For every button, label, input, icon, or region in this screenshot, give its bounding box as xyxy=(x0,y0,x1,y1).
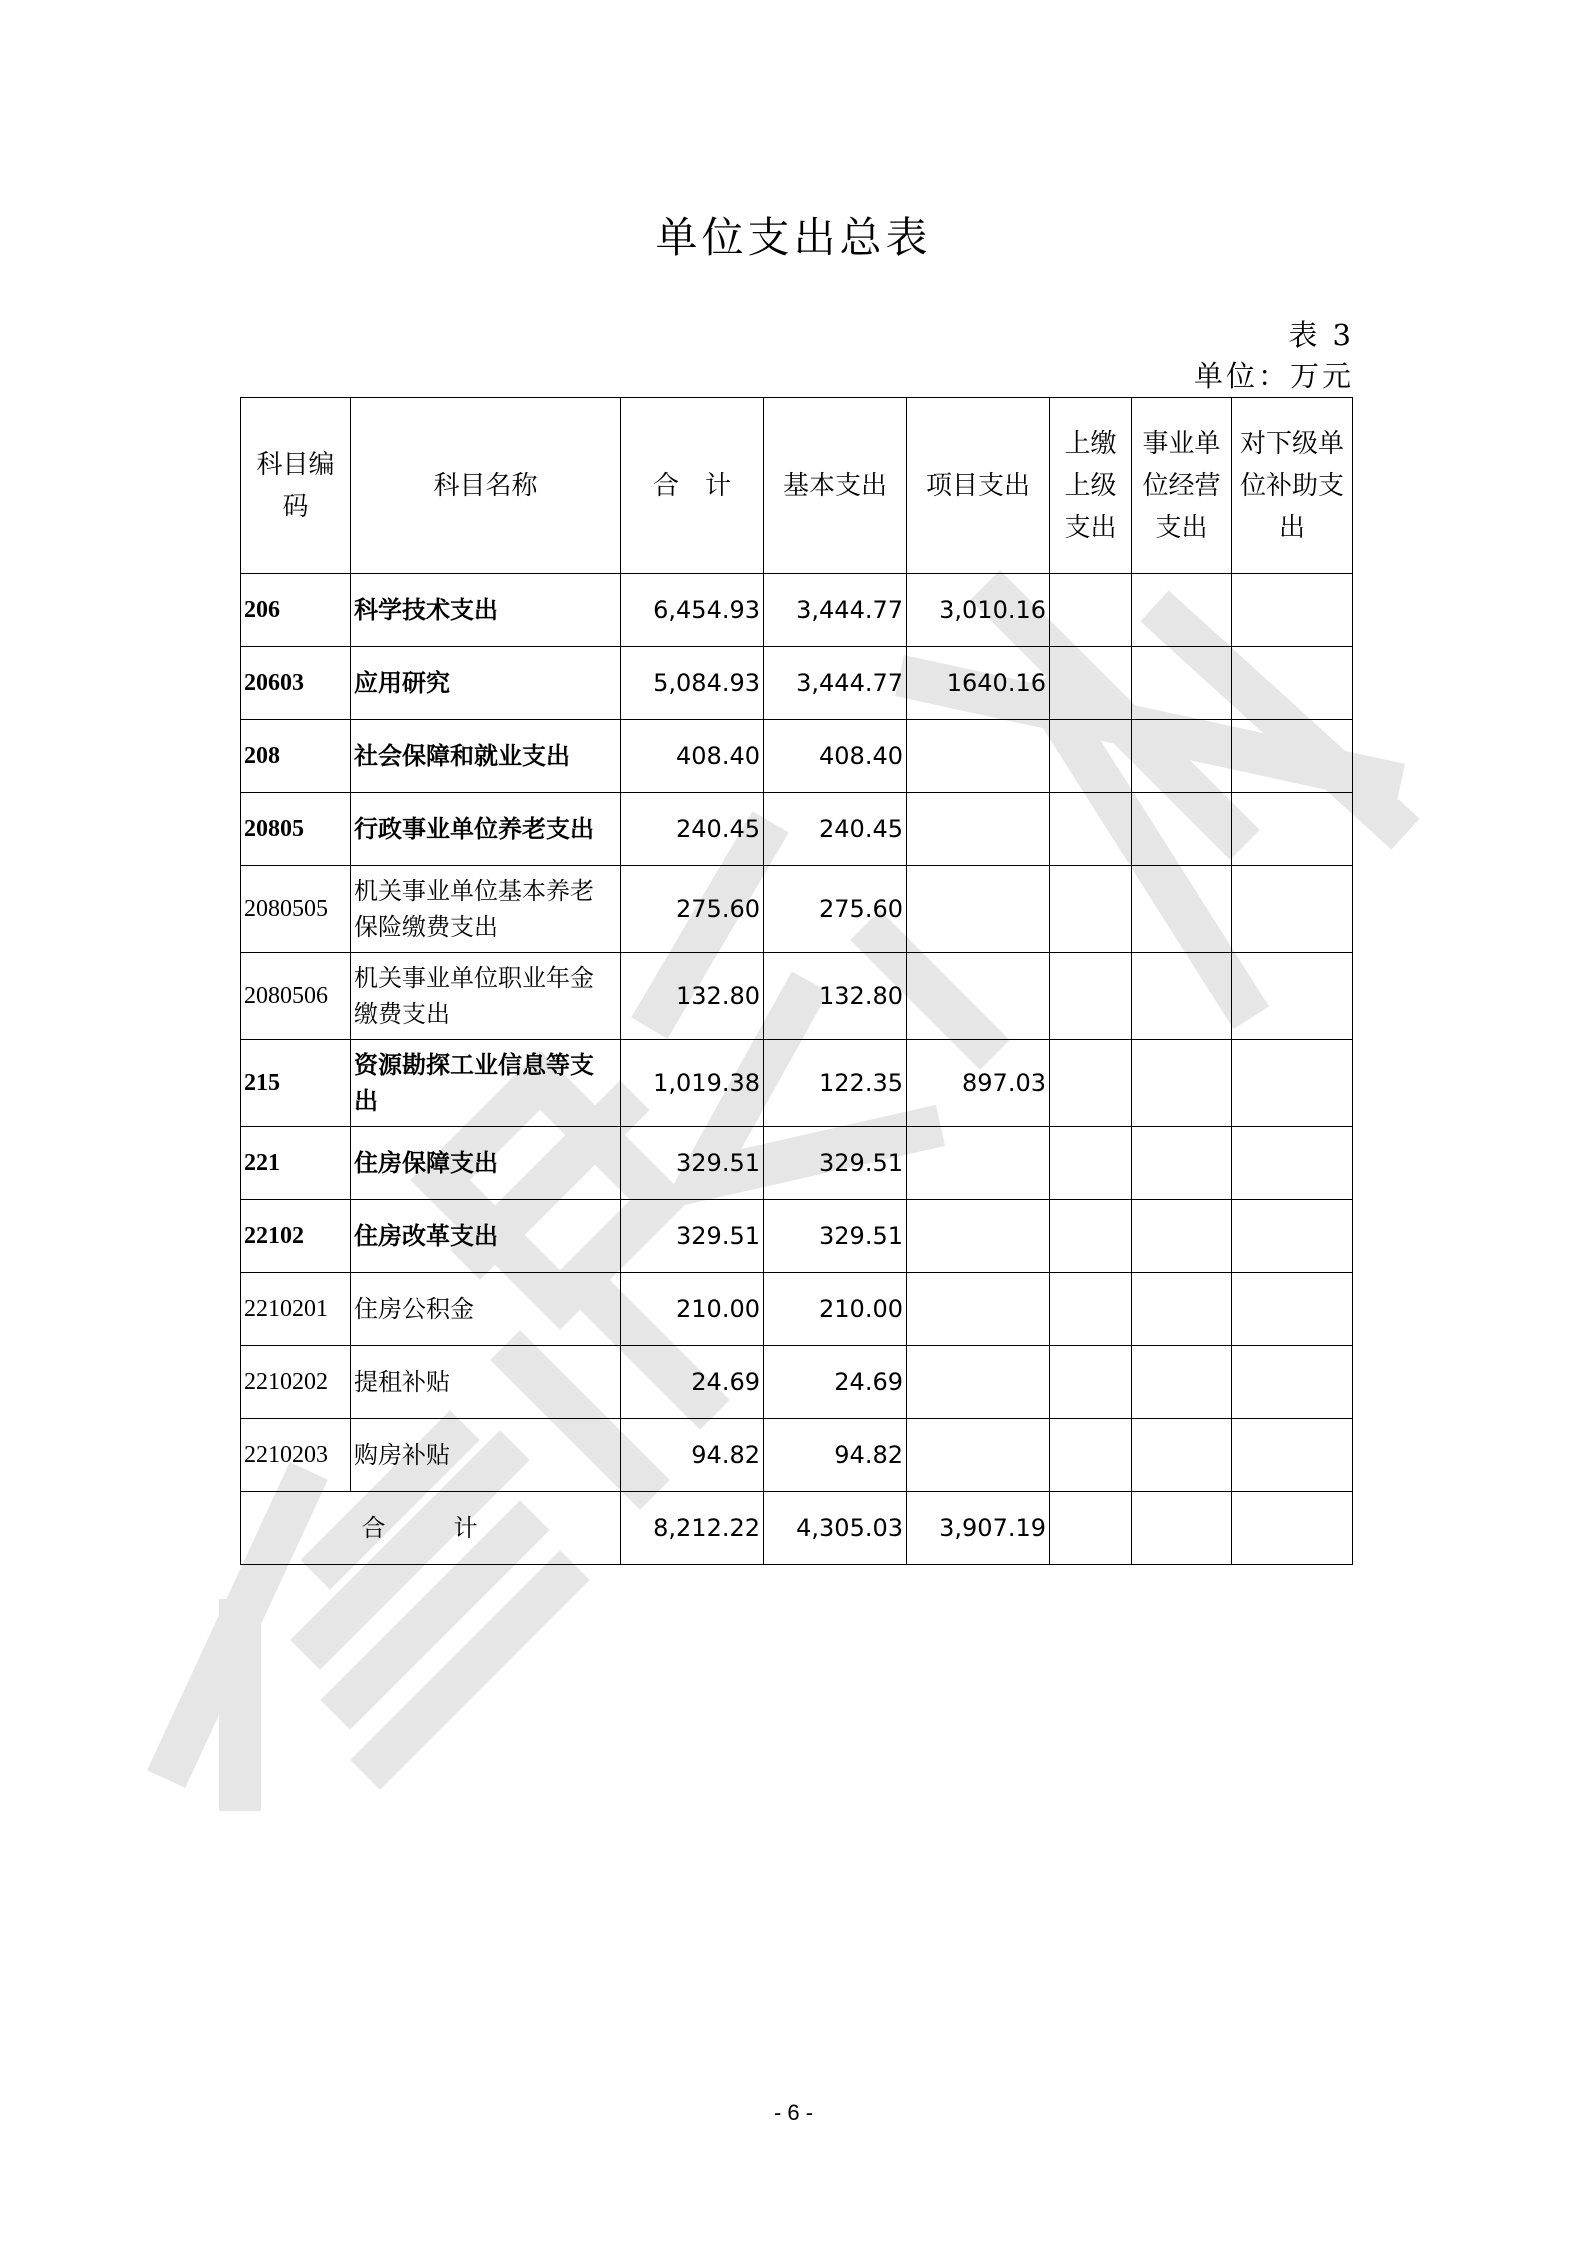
cell-project xyxy=(907,793,1050,866)
cell-business xyxy=(1132,647,1232,720)
page-title: 单位支出总表 xyxy=(655,213,932,262)
table-row xyxy=(241,1419,1353,1492)
header-total: 合 计 xyxy=(621,398,764,574)
cell-business xyxy=(1132,953,1232,1040)
cell-project xyxy=(907,1200,1050,1273)
cell-subsidy xyxy=(1232,720,1353,793)
header-project: 项目支出 xyxy=(907,398,1050,574)
cell-total: 6,454.93 xyxy=(621,574,764,647)
cell-total: 329.51 xyxy=(621,1200,764,1273)
cell-upper xyxy=(1050,793,1132,866)
cell-subsidy xyxy=(1232,953,1353,1040)
total-upper xyxy=(1050,1492,1132,1565)
cell-project xyxy=(907,1346,1050,1419)
cell-total: 94.82 xyxy=(621,1419,764,1492)
cell-name: 资源勘探工业信息等支出 xyxy=(351,1040,621,1127)
cell-business xyxy=(1132,720,1232,793)
table-row xyxy=(241,574,1353,647)
table-row xyxy=(241,1040,1353,1127)
cell-subsidy xyxy=(1232,647,1353,720)
cell-total: 408.40 xyxy=(621,720,764,793)
cell-business xyxy=(1132,574,1232,647)
cell-business xyxy=(1132,866,1232,953)
cell-code: 215 xyxy=(241,1040,351,1127)
cell-project xyxy=(907,720,1050,793)
cell-name: 提租补贴 xyxy=(351,1346,621,1419)
cell-code: 206 xyxy=(241,574,351,647)
cell-basic: 3,444.77 xyxy=(764,574,907,647)
header-row xyxy=(241,398,1353,574)
cell-project: 3,010.16 xyxy=(907,574,1050,647)
cell-project: 1640.16 xyxy=(907,647,1050,720)
cell-total: 24.69 xyxy=(621,1346,764,1419)
cell-subsidy xyxy=(1232,1346,1353,1419)
cell-upper xyxy=(1050,647,1132,720)
cell-subsidy xyxy=(1232,574,1353,647)
cell-business xyxy=(1132,1200,1232,1273)
cell-basic: 24.69 xyxy=(764,1346,907,1419)
cell-project xyxy=(907,1127,1050,1200)
header-upper: 上缴上级支出 xyxy=(1050,398,1132,574)
cell-business xyxy=(1132,1273,1232,1346)
cell-code: 2080506 xyxy=(241,953,351,1040)
cell-total: 210.00 xyxy=(621,1273,764,1346)
cell-code: 20603 xyxy=(241,647,351,720)
total-label: 合 计 xyxy=(241,1492,621,1565)
cell-code: 2210203 xyxy=(241,1419,351,1492)
table-number: 表 3 xyxy=(1288,318,1354,352)
cell-upper xyxy=(1050,1200,1132,1273)
cell-project xyxy=(907,1419,1050,1492)
total-project: 3,907.19 xyxy=(907,1492,1050,1565)
table-row xyxy=(241,1273,1353,1346)
table-row xyxy=(241,1127,1353,1200)
cell-code: 2080505 xyxy=(241,866,351,953)
cell-basic: 3,444.77 xyxy=(764,647,907,720)
cell-subsidy xyxy=(1232,1419,1353,1492)
cell-subsidy xyxy=(1232,1040,1353,1127)
cell-business xyxy=(1132,1040,1232,1127)
header-code: 科目编码 xyxy=(241,398,351,574)
unit-label: 单位：万元 xyxy=(1193,359,1354,393)
cell-total: 1,019.38 xyxy=(621,1040,764,1127)
cell-name: 科学技术支出 xyxy=(351,574,621,647)
cell-code: 22102 xyxy=(241,1200,351,1273)
cell-project xyxy=(907,1273,1050,1346)
cell-name: 购房补贴 xyxy=(351,1419,621,1492)
table-row xyxy=(241,953,1353,1040)
cell-business xyxy=(1132,793,1232,866)
cell-upper xyxy=(1050,1346,1132,1419)
cell-business xyxy=(1132,1346,1232,1419)
cell-subsidy xyxy=(1232,866,1353,953)
table-row xyxy=(241,647,1353,720)
cell-code: 221 xyxy=(241,1127,351,1200)
cell-name: 应用研究 xyxy=(351,647,621,720)
table-row xyxy=(241,720,1353,793)
cell-basic: 275.60 xyxy=(764,866,907,953)
page-number: - 6 - xyxy=(773,2100,814,2125)
cell-code: 2210201 xyxy=(241,1273,351,1346)
header-business: 事业单位经营支出 xyxy=(1132,398,1232,574)
cell-basic: 210.00 xyxy=(764,1273,907,1346)
cell-project xyxy=(907,866,1050,953)
cell-basic: 329.51 xyxy=(764,1200,907,1273)
header-subsidy: 对下级单位补助支出 xyxy=(1232,398,1353,574)
cell-code: 208 xyxy=(241,720,351,793)
cell-total: 329.51 xyxy=(621,1127,764,1200)
cell-upper xyxy=(1050,574,1132,647)
cell-subsidy xyxy=(1232,1200,1353,1273)
cell-name: 机关事业单位职业年金缴费支出 xyxy=(351,953,621,1040)
cell-total: 132.80 xyxy=(621,953,764,1040)
cell-upper xyxy=(1050,1273,1132,1346)
table-row xyxy=(241,793,1353,866)
cell-project xyxy=(907,953,1050,1040)
cell-upper xyxy=(1050,1040,1132,1127)
cell-basic: 132.80 xyxy=(764,953,907,1040)
cell-total: 275.60 xyxy=(621,866,764,953)
cell-basic: 122.35 xyxy=(764,1040,907,1127)
cell-total: 5,084.93 xyxy=(621,647,764,720)
cell-total: 240.45 xyxy=(621,793,764,866)
cell-basic: 329.51 xyxy=(764,1127,907,1200)
cell-subsidy xyxy=(1232,793,1353,866)
cell-upper xyxy=(1050,866,1132,953)
total-subsidy xyxy=(1232,1492,1353,1565)
cell-name: 社会保障和就业支出 xyxy=(351,720,621,793)
table-row xyxy=(241,1346,1353,1419)
table-row xyxy=(241,1200,1353,1273)
cell-name: 行政事业单位养老支出 xyxy=(351,793,621,866)
cell-name: 机关事业单位基本养老保险缴费支出 xyxy=(351,866,621,953)
expenditure-table xyxy=(240,397,1353,1565)
total-basic: 4,305.03 xyxy=(764,1492,907,1565)
cell-basic: 240.45 xyxy=(764,793,907,866)
cell-basic: 408.40 xyxy=(764,720,907,793)
header-basic: 基本支出 xyxy=(764,398,907,574)
cell-name: 住房改革支出 xyxy=(351,1200,621,1273)
cell-upper xyxy=(1050,953,1132,1040)
cell-business xyxy=(1132,1127,1232,1200)
table-row xyxy=(241,866,1353,953)
cell-upper xyxy=(1050,1419,1132,1492)
header-name: 科目名称 xyxy=(351,398,621,574)
cell-subsidy xyxy=(1232,1127,1353,1200)
total-business xyxy=(1132,1492,1232,1565)
cell-upper xyxy=(1050,720,1132,793)
cell-project: 897.03 xyxy=(907,1040,1050,1127)
cell-name: 住房公积金 xyxy=(351,1273,621,1346)
cell-code: 2210202 xyxy=(241,1346,351,1419)
cell-basic: 94.82 xyxy=(764,1419,907,1492)
total-row xyxy=(241,1492,1353,1565)
cell-name: 住房保障支出 xyxy=(351,1127,621,1200)
cell-upper xyxy=(1050,1127,1132,1200)
cell-subsidy xyxy=(1232,1273,1353,1346)
cell-code: 20805 xyxy=(241,793,351,866)
cell-business xyxy=(1132,1419,1232,1492)
total-sum: 8,212.22 xyxy=(621,1492,764,1565)
